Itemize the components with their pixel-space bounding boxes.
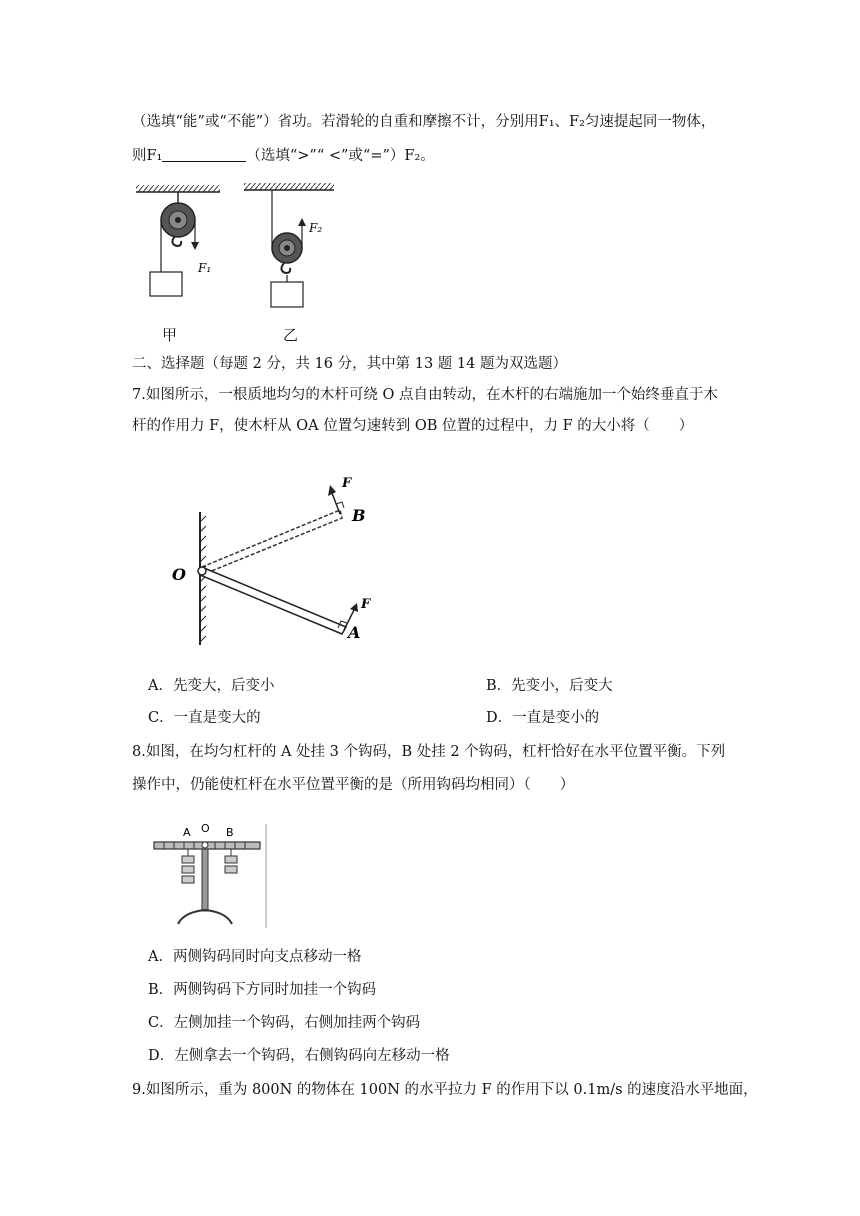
point-b-label: B	[352, 506, 366, 525]
answer-blank	[162, 147, 246, 162]
section-heading: 二、选择题（每题 2 分，共 16 分，其中第 13 题 14 题为双选题）	[132, 356, 567, 372]
q8-line-1: 8.如图，在均匀杠杆的 A 处挂 3 个钩码，B 处挂 2 个钩码，杠杆恰好在水平位置平衡。下列	[132, 744, 726, 760]
fixed-pulley-diagram	[136, 185, 220, 296]
label-yi: 乙	[283, 326, 299, 344]
q6-line-2-prefix: 则F₁	[132, 148, 163, 164]
lever-rotation-figure	[160, 470, 380, 645]
lever-balance-figure	[150, 818, 270, 930]
movable-pulley-diagram	[244, 183, 334, 307]
point-b-label: B	[226, 826, 234, 839]
label-jia: 甲	[162, 326, 178, 344]
q8-option-c[interactable]: C．左侧加挂一个钩码，右侧加挂两个钩码	[148, 1015, 421, 1031]
f2-label: F₂	[309, 221, 323, 235]
q7-option-c[interactable]: C．一直是变大的	[148, 710, 261, 726]
q7-line-2: 杆的作用力 F，使木杆从 OA 位置匀速转到 OB 位置的过程中，力 F 的大小将（ ）	[132, 418, 694, 434]
q7-line-1: 7.如图所示，一根质地均匀的木杆可绕 O 点自由转动，在木杆的右端施加一个始终垂直于木	[132, 387, 718, 403]
q8-option-d[interactable]: D．左侧拿去一个钩码，右侧钩码向左移动一格	[148, 1048, 450, 1064]
q6-line-2	[132, 146, 435, 166]
point-a-label: A	[183, 826, 191, 839]
q6-line-1: （选填“能”或“不能”）省功。若滑轮的自重和摩擦不计，分别用F₁、F₂匀速提起同一物体，	[132, 114, 716, 130]
point-a-label: A	[348, 623, 361, 642]
point-o-label: O	[201, 822, 210, 835]
f1-label: F₁	[198, 261, 212, 275]
q7-option-b[interactable]: B．先变小，后变大	[486, 678, 613, 694]
q7-option-d[interactable]: D．一直是变小的	[486, 710, 600, 726]
pulley-figure	[128, 180, 348, 325]
q6-line-2-suffix: （选填“>”“ <”或“=”）F₂。	[246, 148, 435, 164]
force-f-label-a: F	[361, 597, 371, 612]
q8-option-b[interactable]: B．两侧钩码下方同时加挂一个钩码	[148, 982, 377, 998]
q8-option-a[interactable]: A．两侧钩码同时向支点移动一格	[148, 949, 362, 965]
q9-line-1: 9.如图所示，重为 800N 的物体在 100N 的水平拉力 F 的作用下以 0.1m/s 的速度沿水平地面，	[132, 1082, 758, 1098]
point-o-label: O	[172, 565, 186, 584]
q8-line-2: 操作中，仍能使杠杆在水平位置平衡的是（所用钩码均相同）（ ）	[132, 777, 575, 793]
force-f-label-b: F	[342, 476, 352, 491]
q7-option-a[interactable]: A．先变大，后变小	[148, 678, 275, 694]
